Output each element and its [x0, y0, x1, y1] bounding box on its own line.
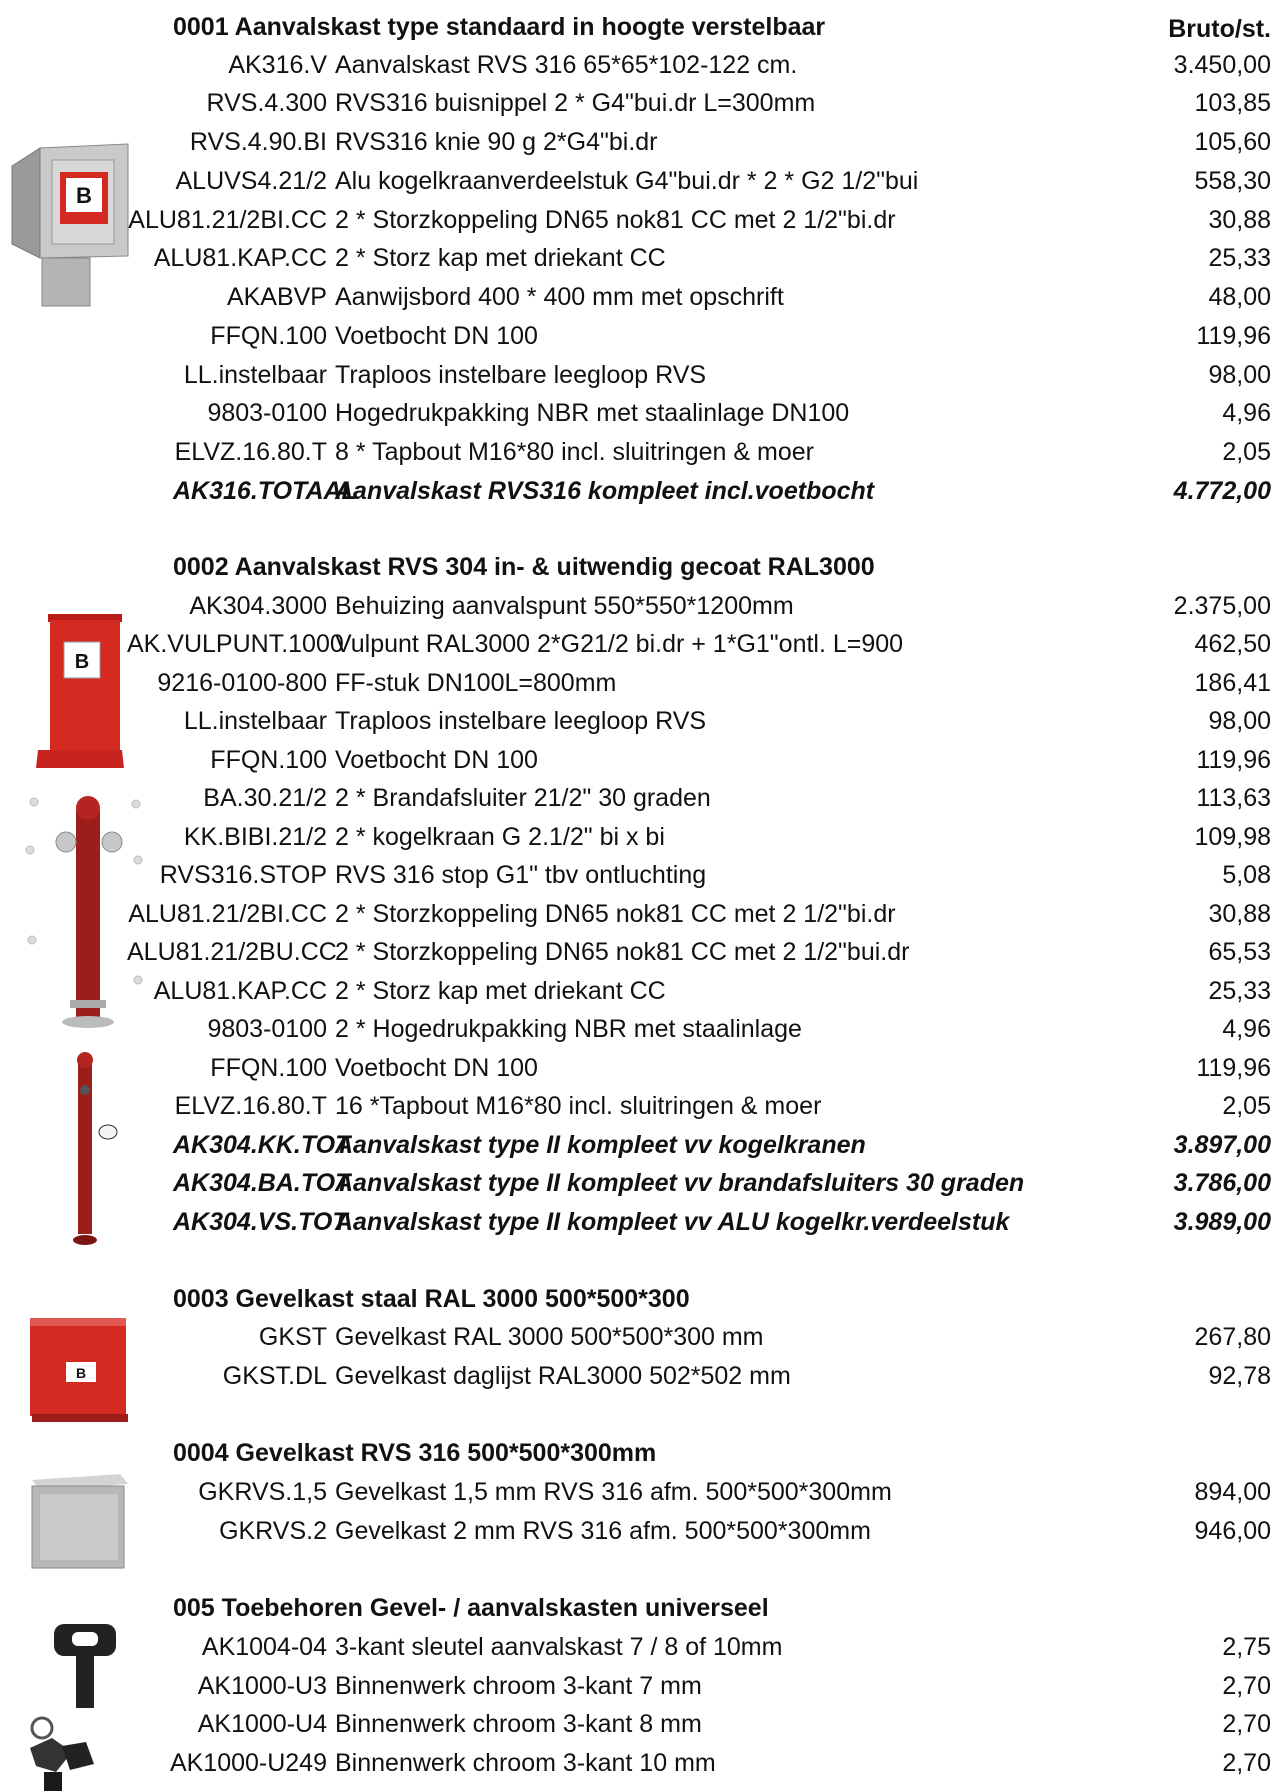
item-price: 25,33: [1208, 244, 1271, 272]
item-price: 2,05: [1222, 438, 1271, 466]
item-code: BA.30.21/2: [203, 784, 327, 812]
item-description: 2 * Storzkoppeling DN65 nok81 CC met 2 1/2"bi.dr: [335, 900, 896, 928]
item-price: 4,96: [1222, 399, 1271, 427]
table-row: [0, 664, 1287, 702]
item-description: Voetbocht DN 100: [335, 746, 538, 774]
item-description: Gevelkast 2 mm RVS 316 afm. 500*500*300mm: [335, 1517, 871, 1545]
total-code: AK304.VS.TOT: [173, 1208, 348, 1236]
item-code: FFQN.100: [210, 746, 327, 774]
item-price: 2,70: [1222, 1672, 1271, 1700]
triangle-key-image: [42, 1618, 128, 1712]
total-description: Aanvalskast type II kompleet vv brandafsluiters 30 graden: [335, 1169, 1025, 1197]
item-price: 2,70: [1222, 1710, 1271, 1738]
item-price: 98,00: [1208, 707, 1271, 735]
item-price: 119,96: [1196, 746, 1271, 774]
table-row: [0, 394, 1287, 432]
table-row: [0, 587, 1287, 625]
total-price: 3.897,00: [1173, 1131, 1271, 1159]
item-description: Traploos instelbare leegloop RVS: [335, 361, 707, 389]
item-price: 946,00: [1194, 1517, 1271, 1545]
item-code: ALU81.KAP.CC: [153, 244, 327, 272]
table-row: [0, 278, 1287, 316]
item-price: 109,98: [1194, 823, 1271, 851]
item-price: 113,63: [1196, 784, 1271, 812]
table-row: [0, 201, 1287, 239]
section-title-005: 005 Toebehoren Gevel- / aanvalskasten universeel: [173, 1594, 769, 1622]
total-description: Aanvalskast type II kompleet vv ALU kogelkr.verdeelstuk: [335, 1208, 1010, 1236]
section-title-0004: 0004 Gevelkast RVS 316 500*500*300mm: [173, 1439, 657, 1467]
section-title-0002: 0002 Aanvalskast RVS 304 in- & uitwendig gecoat RAL3000: [173, 553, 875, 581]
item-price: 92,78: [1208, 1362, 1271, 1390]
total-row: [0, 472, 1287, 510]
red-standpipe-image: [64, 1048, 134, 1248]
total-row: [0, 1126, 1287, 1164]
item-code: ALUVS4.21/2: [175, 167, 327, 195]
item-description: 2 * Storzkoppeling DN65 nok81 CC met 2 1/2"bi.dr: [335, 206, 896, 234]
item-code: FFQN.100: [210, 322, 327, 350]
table-row: [0, 1010, 1287, 1048]
item-code: ALU81.KAP.CC: [153, 977, 327, 1005]
item-description: 16 *Tapbout M16*80 incl. sluitringen & moer: [335, 1092, 822, 1120]
item-code: LL.instelbaar: [183, 707, 327, 735]
table-row: [0, 625, 1287, 663]
item-code: FFQN.100: [210, 1054, 327, 1082]
riser-pipe-drawing-image: [24, 790, 144, 1030]
total-code: AK316.TOTAAL: [173, 477, 357, 505]
table-row: [0, 46, 1287, 84]
table-row: [0, 856, 1287, 894]
item-description: Aanwijsbord 400 * 400 mm met opschrift: [335, 283, 784, 311]
stainless-attack-box-image: [10, 138, 132, 308]
item-price: 98,00: [1208, 361, 1271, 389]
table-row: [0, 779, 1287, 817]
item-description: Gevelkast 1,5 mm RVS 316 afm. 500*500*300mm: [335, 1478, 892, 1506]
item-price: 119,96: [1196, 322, 1271, 350]
item-code: ALU81.21/2BI.CC: [128, 900, 327, 928]
total-description: Aanvalskast type II kompleet vv kogelkranen: [335, 1131, 866, 1159]
item-description: Alu kogelkraanverdeelstuk G4"bui.dr * 2 * G2 1/2"bui: [335, 167, 919, 195]
table-row: [0, 123, 1287, 161]
table-row: [0, 818, 1287, 856]
item-price: 462,50: [1194, 630, 1271, 658]
table-row: [0, 1744, 1287, 1782]
table-row: [0, 1357, 1287, 1395]
item-description: 2 * Brandafsluiter 21/2" 30 graden: [335, 784, 711, 812]
item-description: 2 * Storz kap met driekant CC: [335, 244, 666, 272]
item-description: Traploos instelbare leegloop RVS: [335, 707, 707, 735]
table-row: [0, 1705, 1287, 1743]
item-price: 105,60: [1194, 128, 1271, 156]
item-description: Aanvalskast RVS 316 65*65*102-122 cm.: [335, 51, 798, 79]
item-description: Voetbocht DN 100: [335, 322, 538, 350]
total-price: 4.772,00: [1173, 477, 1271, 505]
table-row: [0, 1667, 1287, 1705]
total-row: [0, 1203, 1287, 1241]
table-row: [0, 1628, 1287, 1666]
lock-insert-image: [22, 1712, 102, 1791]
item-description: 2 * Hogedrukpakking NBR met staalinlage: [335, 1015, 802, 1043]
total-row: [0, 1164, 1287, 1202]
item-price: 2.375,00: [1173, 592, 1271, 620]
item-description: Voetbocht DN 100: [335, 1054, 538, 1082]
item-description: Hogedrukpakking NBR met staalinlage DN100: [335, 399, 850, 427]
table-row: [0, 433, 1287, 471]
item-description: Gevelkast RAL 3000 500*500*300 mm: [335, 1323, 764, 1351]
item-code: 9803-0100: [207, 399, 327, 427]
total-code: AK304.KK.TOT: [173, 1131, 351, 1159]
table-row: [0, 84, 1287, 122]
item-description: 3-kant sleutel aanvalskast 7 / 8 of 10mm: [335, 1633, 783, 1661]
item-price: 2,05: [1222, 1092, 1271, 1120]
item-description: RVS316 buisnippel 2 * G4"bui.dr L=300mm: [335, 89, 816, 117]
total-description: Aanvalskast RVS316 kompleet incl.voetbocht: [335, 477, 875, 505]
table-row: [0, 702, 1287, 740]
section-title-0001: 0001 Aanvalskast type standaard in hoogte verstelbaar: [173, 13, 826, 41]
item-code: AK1004-04: [201, 1633, 327, 1661]
item-description: 8 * Tapbout M16*80 incl. sluitringen & moer: [335, 438, 814, 466]
red-wall-cabinet-image: [28, 1316, 130, 1426]
section-title-0003: 0003 Gevelkast staal RAL 3000 500*500*300: [173, 1285, 690, 1313]
item-code: KK.BIBI.21/2: [183, 823, 327, 851]
item-code: AK1000-U3: [197, 1672, 327, 1700]
table-row: [0, 162, 1287, 200]
item-price: 186,41: [1194, 669, 1271, 697]
item-price: 558,30: [1194, 167, 1271, 195]
item-price: 119,96: [1196, 1054, 1271, 1082]
item-code: RVS316.STOP: [159, 861, 327, 889]
item-code: ALU81.21/2BI.CC: [128, 206, 327, 234]
box-label-b: B: [75, 1365, 87, 1381]
table-row: [0, 239, 1287, 277]
table-row: [0, 1318, 1287, 1356]
item-code: 9803-0100: [207, 1015, 327, 1043]
item-price: 267,80: [1194, 1323, 1271, 1351]
stainless-wall-cabinet-image: [22, 1470, 132, 1574]
item-description: Vulpunt RAL3000 2*G21/2 bi.dr + 1*G1"ontl. L=900: [335, 630, 904, 658]
table-row: [0, 1049, 1287, 1087]
item-price: 2,75: [1222, 1633, 1271, 1661]
item-code: ELVZ.16.80.T: [174, 1092, 327, 1120]
total-price: 3.786,00: [1173, 1169, 1271, 1197]
item-description: Binnenwerk chroom 3-kant 8 mm: [335, 1710, 702, 1738]
item-description: 2 * kogelkraan G 2.1/2" bi x bi: [335, 823, 665, 851]
table-row: [0, 1087, 1287, 1125]
item-description: FF-stuk DN100L=800mm: [335, 669, 617, 697]
price-column-header: Bruto/st.: [1168, 15, 1271, 43]
item-price: 25,33: [1208, 977, 1271, 1005]
table-row: [0, 1473, 1287, 1511]
item-description: Binnenwerk chroom 3-kant 7 mm: [335, 1672, 702, 1700]
item-code: GKST: [258, 1323, 327, 1351]
item-description: Behuizing aanvalspunt 550*550*1200mm: [335, 592, 794, 620]
total-price: 3.989,00: [1173, 1208, 1271, 1236]
item-code: ELVZ.16.80.T: [174, 438, 327, 466]
item-price: 48,00: [1208, 283, 1271, 311]
item-code: LL.instelbaar: [183, 361, 327, 389]
table-row: [0, 741, 1287, 779]
item-description: 2 * Storzkoppeling DN65 nok81 CC met 2 1/2"bui.dr: [335, 938, 910, 966]
item-code: AK304.3000: [189, 592, 327, 620]
item-description: RVS 316 stop G1" tbv ontluchting: [335, 861, 707, 889]
item-price: 30,88: [1208, 206, 1271, 234]
item-code: RVS.4.90.BI: [189, 128, 327, 156]
item-price: 894,00: [1194, 1478, 1271, 1506]
item-code: AK.VULPUNT.1000: [127, 630, 344, 658]
item-code: RVS.4.300: [206, 89, 327, 117]
item-price: 30,88: [1208, 900, 1271, 928]
table-row: [0, 1512, 1287, 1550]
item-price: 103,85: [1194, 89, 1271, 117]
table-row: [0, 933, 1287, 971]
box-label-b: B: [74, 651, 90, 673]
item-description: 2 * Storz kap met driekant CC: [335, 977, 666, 1005]
item-price: 65,53: [1208, 938, 1271, 966]
item-code: AK1000-U249: [169, 1749, 327, 1777]
item-code: GKST.DL: [222, 1362, 327, 1390]
item-price: 4,96: [1222, 1015, 1271, 1043]
item-price: 3.450,00: [1173, 51, 1271, 79]
box-label-b: B: [76, 183, 92, 208]
table-row: [0, 895, 1287, 933]
item-price: 2,70: [1222, 1749, 1271, 1777]
item-price: 5,08: [1222, 861, 1271, 889]
item-code: AKABVP: [226, 283, 327, 311]
item-code: GKRVS.2: [219, 1517, 327, 1545]
item-code: AK1000-U4: [197, 1710, 327, 1738]
item-description: RVS316 knie 90 g 2*G4"bi.dr: [335, 128, 658, 156]
item-code: AK316.V: [228, 51, 327, 79]
red-attack-box-image: [28, 612, 128, 772]
total-code: AK304.BA.TOT: [173, 1169, 351, 1197]
table-row: [0, 317, 1287, 355]
item-code: ALU81.21/2BU.CC: [127, 938, 337, 966]
item-description: Binnenwerk chroom 3-kant 10 mm: [335, 1749, 716, 1777]
item-description: Gevelkast daglijst RAL3000 502*502 mm: [335, 1362, 791, 1390]
item-code: GKRVS.1,5: [198, 1478, 327, 1506]
table-row: [0, 356, 1287, 394]
table-row: [0, 972, 1287, 1010]
item-code: 9216-0100-800: [157, 669, 327, 697]
